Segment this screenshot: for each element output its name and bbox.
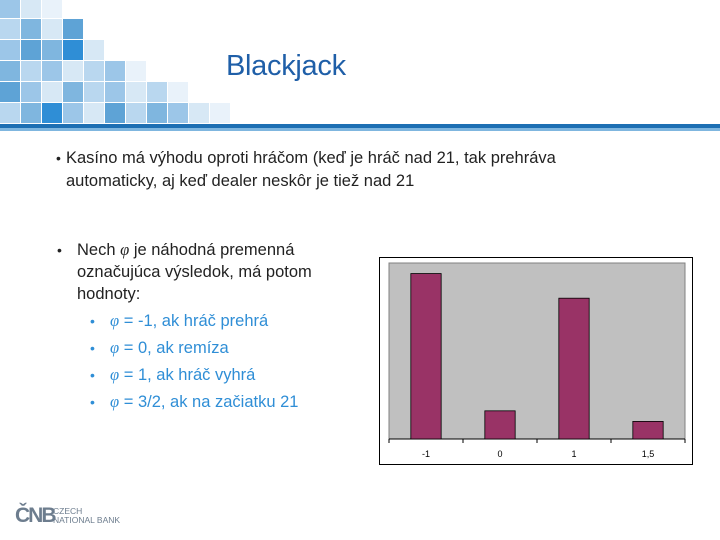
phi-symbol: φ xyxy=(110,338,120,357)
cnb-logo-mark: ČNB xyxy=(15,504,55,527)
mosaic-tile xyxy=(0,19,20,39)
logo-line-2: NATIONAL BANK xyxy=(53,515,121,525)
bullet-dot: • xyxy=(90,313,95,329)
mosaic-tile xyxy=(42,0,62,18)
mosaic-tile xyxy=(42,40,62,60)
mosaic-tile xyxy=(0,0,20,18)
mosaic-tile xyxy=(63,82,83,102)
mosaic-tile xyxy=(0,103,20,123)
sub-bullet-text: = 1, ak hráč vyhrá xyxy=(119,366,256,384)
mosaic-tile xyxy=(63,19,83,39)
mosaic-tile xyxy=(210,103,230,123)
phi-symbol: φ xyxy=(110,311,120,330)
sub-bullet xyxy=(57,337,347,359)
outcome-bar-chart xyxy=(379,257,693,465)
main-bullet-prefix: Nech xyxy=(77,241,121,259)
slide-title: Blackjack xyxy=(226,50,346,82)
mosaic-tile xyxy=(63,40,83,60)
x-tick-label: 1,5 xyxy=(641,449,655,459)
main-bullet-suffix: je náhodná premenná označujúca výsledok, má potom hodnoty: xyxy=(77,241,312,303)
x-tick-label: 1 xyxy=(571,449,577,459)
mosaic-tile xyxy=(189,103,209,123)
slide-header xyxy=(0,0,720,132)
mosaic-tile xyxy=(0,82,20,102)
bullet-dot: • xyxy=(90,367,95,383)
bar-1 xyxy=(559,298,589,439)
sub-bullet-text: = 3/2, ak na začiatku 21 xyxy=(119,393,299,411)
logo-line-1: CZECH xyxy=(53,506,83,516)
top-bullet-text: Kasíno má výhodu oproti hráčom (keď je hráč nad 21, tak prehráva automaticky, aj keď dealer neskôr je tiež nad 21 xyxy=(66,149,556,190)
mosaic-tile xyxy=(105,82,125,102)
mosaic-tile xyxy=(126,61,146,81)
x-tick-label: 0 xyxy=(497,449,503,459)
mosaic-tile xyxy=(21,103,41,123)
sub-bullet-text: = 0, ak remíza xyxy=(119,339,229,357)
bullet-dot: • xyxy=(56,150,61,166)
bullet-dot: • xyxy=(90,394,95,410)
mosaic-tile xyxy=(42,82,62,102)
mosaic-tile xyxy=(63,103,83,123)
bar-0 xyxy=(485,411,515,439)
mosaic-tile xyxy=(147,82,167,102)
mosaic-tile xyxy=(84,40,104,60)
bar-1,5 xyxy=(633,421,663,439)
mosaic-tile xyxy=(21,19,41,39)
sub-bullet xyxy=(57,364,347,386)
sub-bullet-text: = -1, ak hráč prehrá xyxy=(119,312,269,330)
mosaic-tile xyxy=(147,103,167,123)
top-bullet xyxy=(56,147,626,193)
mosaic-tile xyxy=(21,0,41,18)
mosaic-tile xyxy=(21,61,41,81)
bullet-dot: • xyxy=(90,340,95,356)
mosaic-tile xyxy=(84,103,104,123)
header-mosaic xyxy=(0,0,240,124)
mosaic-tile xyxy=(63,61,83,81)
phi-symbol: φ xyxy=(110,392,120,411)
header-band-light xyxy=(0,128,720,131)
mosaic-tile xyxy=(42,103,62,123)
bullet-dot: • xyxy=(57,242,62,258)
mosaic-tile xyxy=(21,40,41,60)
mosaic-tile xyxy=(105,61,125,81)
mosaic-tile xyxy=(168,82,188,102)
sub-bullet xyxy=(57,310,347,332)
mosaic-tile xyxy=(21,82,41,102)
cnb-logo-text xyxy=(53,507,143,525)
sub-bullet xyxy=(57,391,347,413)
mosaic-tile xyxy=(126,103,146,123)
mosaic-tile xyxy=(105,103,125,123)
main-bullet xyxy=(57,239,347,305)
bar--1 xyxy=(411,274,441,439)
mosaic-tile xyxy=(168,103,188,123)
x-tick-label: -1 xyxy=(421,449,431,459)
mosaic-tile xyxy=(42,61,62,81)
mosaic-tile xyxy=(42,19,62,39)
mosaic-tile xyxy=(0,61,20,81)
mosaic-tile xyxy=(84,82,104,102)
bullet-list xyxy=(57,239,347,413)
mosaic-tile xyxy=(0,40,20,60)
phi-symbol: φ xyxy=(110,365,120,384)
phi-symbol: φ xyxy=(120,240,130,259)
mosaic-tile xyxy=(126,82,146,102)
mosaic-tile xyxy=(84,61,104,81)
